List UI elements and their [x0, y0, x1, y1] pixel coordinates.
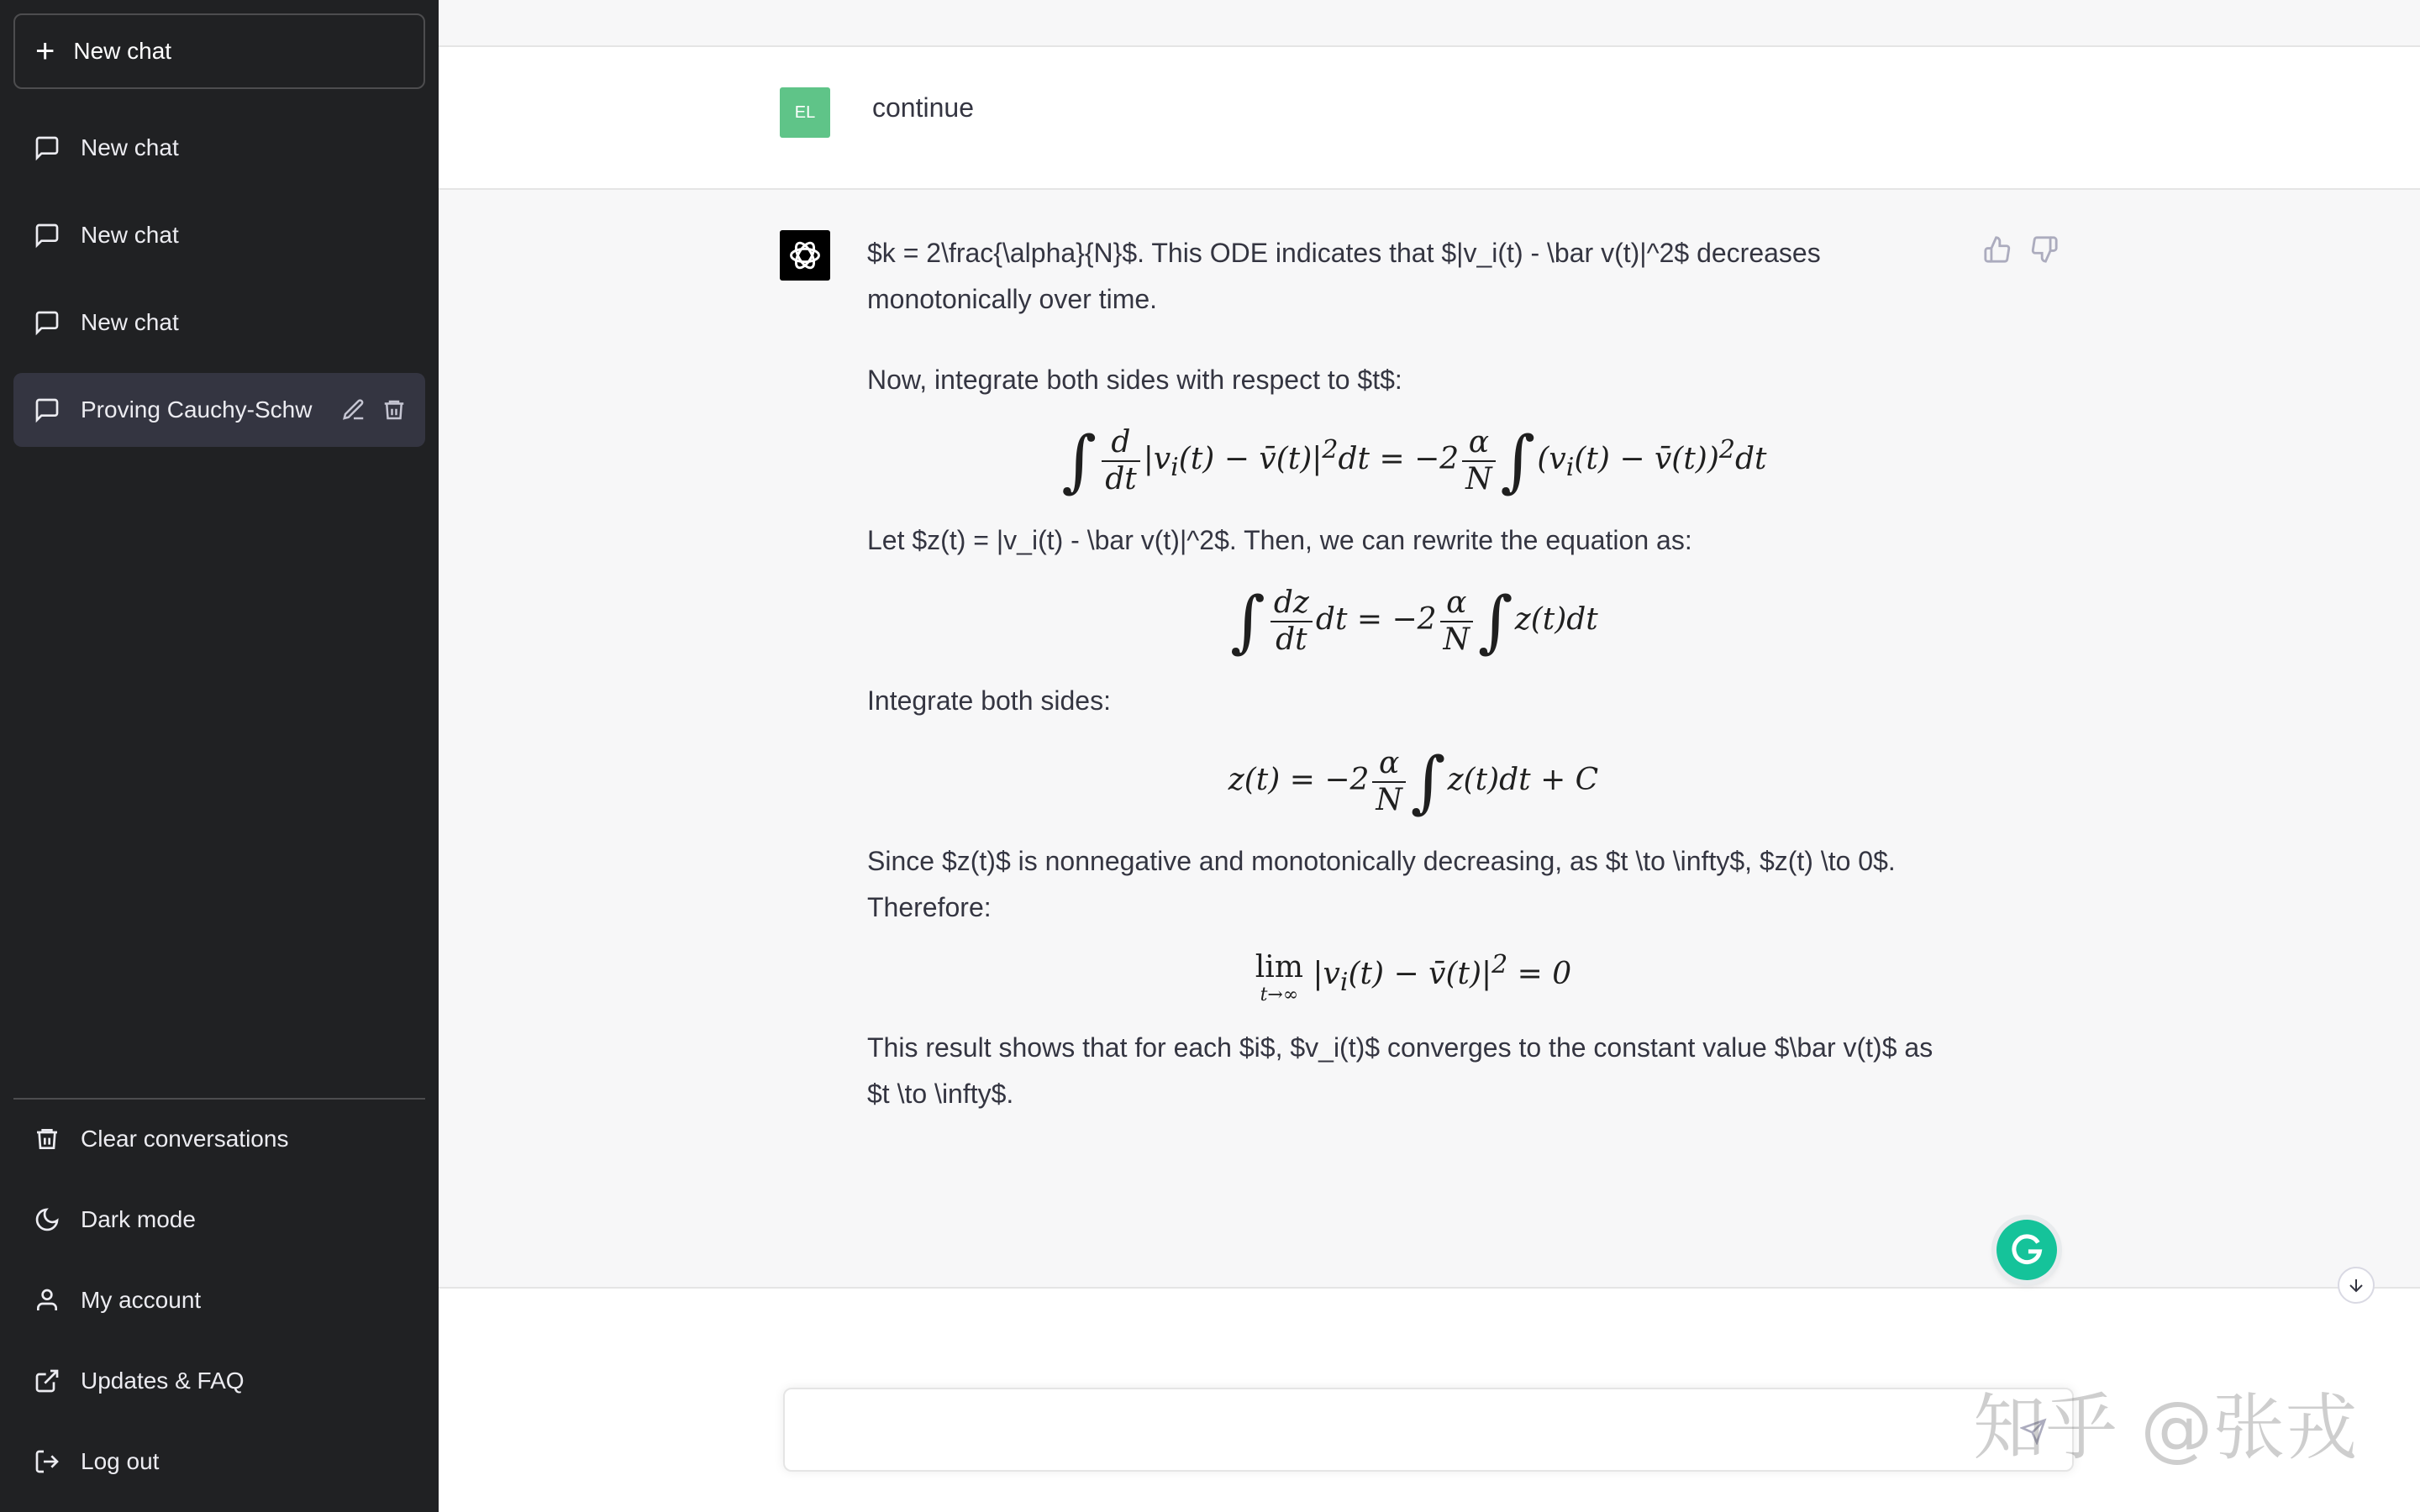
scroll-to-bottom-button[interactable]: [2338, 1267, 2375, 1304]
assistant-paragraph: Integrate both sides:: [867, 685, 1111, 716]
sidebar-item-label: New chat: [81, 309, 179, 335]
assistant-paragraph: Let $z(t) = |v_i(t) - \bar v(t)|^2$. Then, we can rewrite the equation as:: [867, 525, 1692, 555]
trash-icon[interactable]: [381, 397, 407, 423]
my-account-button[interactable]: [13, 1263, 425, 1337]
top-bar: [439, 0, 2420, 47]
message-icon: [34, 309, 60, 336]
assistant-paragraph: Now, integrate both sides with respect to $t$:: [867, 365, 1402, 395]
sidebar: [0, 0, 439, 1512]
watermark: 知乎 @张戎: [1973, 1386, 2358, 1470]
message-icon: [34, 396, 60, 423]
sidebar-item-label: New chat: [81, 134, 179, 160]
math-equation-1: ∫ $\frac{d}{dt}$ $|v_i(t)$ − $v̄(t)|^2dt = -2$ $\frac{\alpha}{N}$ $\int(v_i(t)$ − v̄(t))$^2$dt: [1061, 422, 1767, 500]
arrow-down-icon: [2346, 1275, 2366, 1295]
user-message-text: continue: [872, 92, 974, 123]
message-icon: [34, 134, 60, 161]
plus-icon: +: [35, 33, 55, 70]
message-icon: [34, 222, 60, 249]
dark-mode-button[interactable]: [13, 1183, 425, 1257]
sidebar-item-chat-2[interactable]: [13, 198, 425, 272]
sidebar-item-label: My account: [81, 1287, 202, 1313]
logout-icon: [34, 1448, 60, 1475]
user-avatar: EL: [780, 87, 830, 138]
clear-conversations-button[interactable]: [13, 1102, 425, 1176]
assistant-message-row: [439, 190, 2420, 1289]
message-input[interactable]: [802, 1406, 1965, 1460]
sidebar-item-chat-1[interactable]: [13, 111, 425, 185]
edit-icon[interactable]: [341, 397, 366, 423]
log-out-button[interactable]: [13, 1425, 425, 1499]
sidebar-item-label: Clear conversations: [81, 1126, 289, 1152]
user-message-row: [439, 47, 2420, 190]
message-input-box: [783, 1388, 2074, 1472]
sidebar-item-proving-cauchy-schwarz[interactable]: [13, 373, 425, 447]
math-equation-2: ∫ $\frac{dz}{dt}$ dt = −2 $\frac{\alpha}{N}$ ∫z(t)dt: [1230, 582, 1598, 660]
new-chat-label: New chat: [73, 38, 172, 64]
moon-icon: [34, 1206, 60, 1233]
grammarly-icon[interactable]: [1996, 1220, 2057, 1280]
user-icon: [34, 1287, 60, 1314]
assistant-paragraph: Since $z(t)$ is nonnegative and monotonically decreasing, as $t \to \infty$, $z(t) \to 0$. Therefore:: [867, 846, 1896, 922]
sidebar-item-label: Log out: [81, 1448, 160, 1474]
sidebar-item-label: Dark mode: [81, 1206, 196, 1232]
assistant-paragraph: $k = 2\frac{\alpha}{N}$. This ODE indicates that $|v_i(t) - \bar v(t)|^2$ decreases monotonically over time.: [867, 238, 1821, 314]
math-equation-4: lim t→∞ $|v_i(t)$ − $v̄(t)|^2 = 0$: [1255, 950, 1572, 1005]
sidebar-item-label: New chat: [81, 222, 179, 248]
openai-logo-icon: [786, 237, 823, 274]
math-equation-3: z(t) = −2 $\frac{\alpha}{N}$ ∫z(t)dt + C: [1228, 743, 1599, 821]
thumbs-up-icon[interactable]: [1983, 235, 2012, 264]
sidebar-item-label: Proving Cauchy-Schw: [81, 396, 313, 423]
grammarly-g-icon: [2007, 1231, 2046, 1269]
updates-faq-link[interactable]: [13, 1344, 425, 1418]
sidebar-item-chat-3[interactable]: [13, 286, 425, 360]
sidebar-item-label: Updates & FAQ: [81, 1368, 245, 1394]
new-chat-button[interactable]: [13, 13, 425, 89]
assistant-paragraph: This result shows that for each $i$, $v_i(t)$ converges to the constant value $\bar v(t)$ as $t \to \infty$.: [867, 1032, 1933, 1109]
assistant-avatar: [780, 230, 830, 281]
trash-icon: [34, 1126, 60, 1152]
sidebar-divider: [13, 1098, 425, 1100]
assistant-message-content: [867, 230, 1960, 1117]
external-link-icon: [34, 1368, 60, 1394]
thumbs-down-icon[interactable]: [2030, 235, 2059, 264]
